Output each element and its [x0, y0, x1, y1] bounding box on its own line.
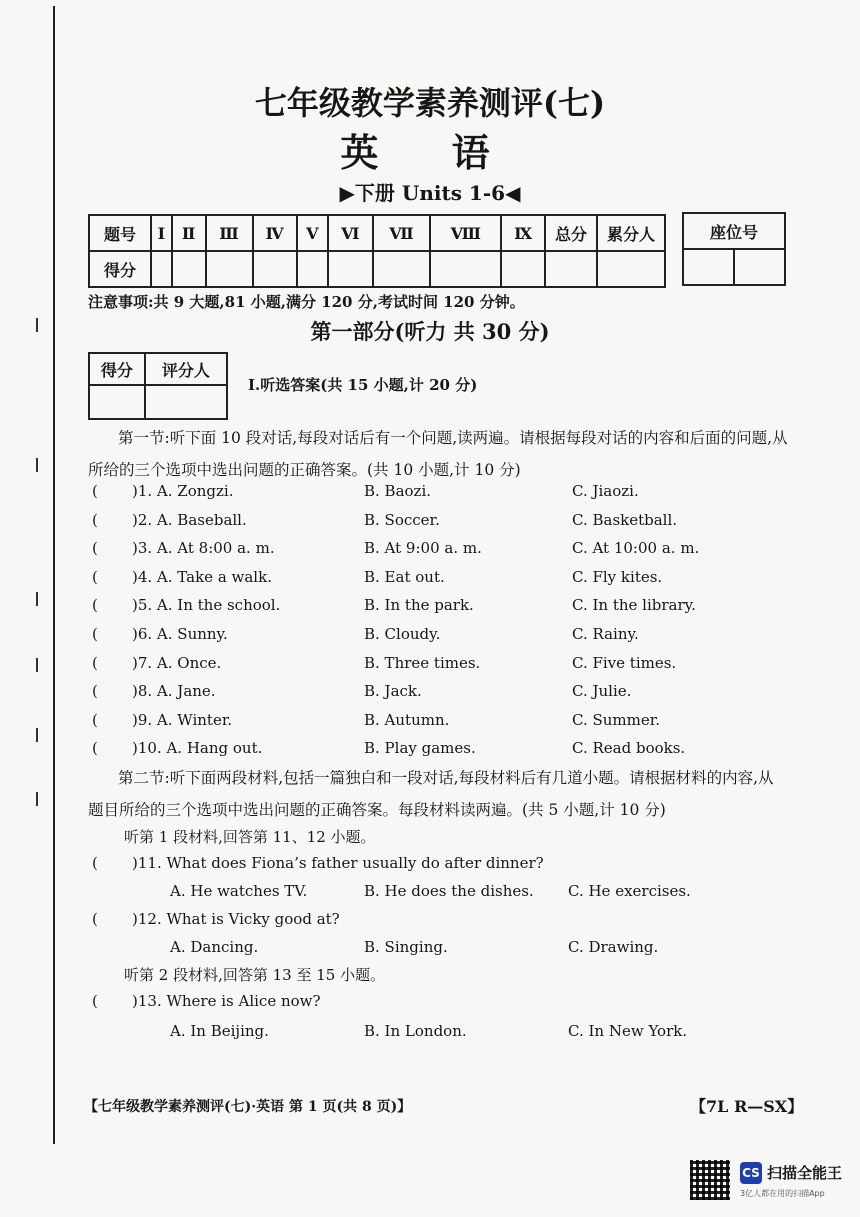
question-row [88, 596, 808, 624]
score-input-cell[interactable] [597, 251, 665, 287]
score-cell: Ⅰ [151, 215, 172, 251]
score-input-cell[interactable] [545, 251, 597, 287]
option-b[interactable]: B. Play games. [364, 739, 476, 758]
option-a[interactable]: A. In Beijing. [170, 1022, 269, 1040]
answer-paren[interactable]: ( [92, 854, 98, 872]
subject-title: 英 语 [340, 130, 520, 175]
question-stem: )13. Where is Alice now? [132, 992, 321, 1010]
grader-name-label: 评分人 [145, 353, 227, 385]
score-input-cell[interactable] [328, 251, 373, 287]
score-cell: Ⅳ [253, 215, 297, 251]
part1-title: 第一部分(听力 共 30 分) [310, 319, 550, 344]
qr-code-icon [690, 1160, 730, 1200]
option-b[interactable]: B. At 9:00 a. m. [364, 539, 482, 558]
answer-paren[interactable]: ( [92, 539, 98, 558]
option-b[interactable]: B. Singing. [364, 938, 448, 956]
option-b[interactable]: B. Eat out. [364, 567, 445, 586]
score-input-cell[interactable] [151, 251, 172, 287]
option-c[interactable]: C. Basketball. [572, 510, 678, 529]
option-c[interactable]: C. In New York. [568, 1022, 688, 1040]
score-input-cell[interactable] [373, 251, 431, 287]
option-c[interactable]: C. Fly kites. [572, 567, 663, 586]
option-c[interactable]: C. Jiaozi. [572, 482, 639, 500]
question-row [88, 711, 808, 739]
score-cell: Ⅲ [206, 215, 253, 251]
option-b[interactable]: B. Soccer. [364, 510, 440, 529]
answer-paren[interactable]: ( [92, 596, 98, 615]
material2-label: 听第 2 段材料,回答第 13 至 15 小题。 [124, 966, 386, 984]
answer-paren[interactable]: ( [92, 567, 98, 586]
option-c[interactable]: C. In the library. [572, 596, 696, 615]
footer-code: 【7L R—SX】 [690, 1097, 804, 1116]
question-row [88, 568, 808, 596]
score-cell: Ⅸ [501, 215, 545, 251]
section1-instructions: 第一节:听下面 10 段对话,每段对话后有一个问题,读两遍。请根据每段对话的内容和后面的问题,从所给的三个选项中选出问题的正确答案。(共 10 小题,计 10 分) [88, 429, 788, 479]
option-b[interactable]: B. In London. [364, 1022, 467, 1040]
option-c[interactable]: C. Rainy. [572, 625, 639, 643]
volume-label: ▶下册 Units 1-6◀ [339, 181, 521, 205]
question-stem: )11. What does Fiona’s father usually do after dinner? [132, 854, 544, 872]
option-c[interactable]: C. At 10:00 a. m. [572, 539, 700, 558]
scanner-tagline: 3亿人都在用的扫描App [740, 1189, 825, 1198]
margin-mark [36, 792, 38, 806]
score-cell: Ⅷ [430, 215, 501, 251]
question-row [88, 682, 808, 710]
score-input-cell[interactable] [172, 251, 206, 287]
option-c[interactable]: C. He exercises. [568, 882, 691, 900]
exam-title: 七年级教学素养测评(七) [254, 84, 606, 122]
answer-paren[interactable]: ( [92, 625, 98, 643]
material1-label: 听第 1 段材料,回答第 11、12 小题。 [124, 828, 376, 846]
question-row [88, 482, 808, 510]
question-row [88, 539, 808, 567]
section1-title: Ⅰ.听选答案(共 15 小题,计 20 分) [248, 376, 478, 394]
answer-paren[interactable]: ( [92, 682, 98, 701]
option-b[interactable]: B. Jack. [364, 682, 422, 701]
grader-name-cell[interactable] [145, 385, 227, 419]
score-row-label: 得分 [89, 251, 151, 287]
section2-instructions: 第二节:听下面两段材料,包括一篇独白和一段对话,每段材料后有几道小题。请根据材料的内容,从题目所给的三个选项中选出问题的正确答案。每段材料读两遍。(共 5 小题,计 10 分) [88, 769, 774, 819]
answer-paren[interactable]: ( [92, 710, 98, 729]
option-a[interactable]: )6. A. Sunny. [132, 625, 228, 643]
answer-paren[interactable]: ( [92, 653, 98, 672]
option-b[interactable]: B. Cloudy. [364, 625, 441, 643]
question-12-options [88, 938, 808, 966]
seat-number-box [682, 212, 786, 286]
answer-paren[interactable]: ( [92, 739, 98, 758]
score-cell: 累分人 [597, 215, 665, 251]
option-a[interactable]: A. Dancing. [170, 938, 259, 956]
option-c[interactable]: C. Drawing. [568, 938, 659, 956]
score-cell-label: 题号 [89, 215, 151, 251]
margin-mark [36, 658, 38, 672]
score-input-cell[interactable] [253, 251, 297, 287]
option-a[interactable]: )5. A. In the school. [132, 596, 281, 615]
answer-paren[interactable]: ( [92, 482, 98, 500]
option-a[interactable]: )9. A. Winter. [132, 710, 233, 729]
camscanner-logo-icon: CS [740, 1162, 762, 1184]
score-input-cell[interactable] [206, 251, 253, 287]
option-c[interactable]: C. Julie. [572, 682, 632, 701]
score-cell: Ⅵ [328, 215, 373, 251]
footer-page-info: 【七年级教学素养测评(七)·英语 第 1 页(共 8 页)】 [84, 1099, 412, 1115]
exam-notice: 注意事项:共 9 大题,81 小题,满分 120 分,考试时间 120 分钟。 [88, 293, 525, 311]
option-a[interactable]: )1. A. Zongzi. [132, 482, 234, 500]
option-b[interactable]: B. He does the dishes. [364, 882, 534, 900]
grader-score-label: 得分 [89, 353, 145, 385]
score-input-cell[interactable] [430, 251, 501, 287]
seat-number-cell[interactable] [734, 249, 785, 285]
question-12 [88, 910, 808, 938]
score-input-cell[interactable] [501, 251, 545, 287]
question-stem: )12. What is Vicky good at? [132, 910, 340, 928]
question-11 [88, 854, 808, 882]
option-b[interactable]: B. Autumn. [364, 710, 450, 729]
score-cell: 总分 [545, 215, 597, 251]
margin-mark [36, 728, 38, 742]
score-table [88, 214, 666, 288]
answer-paren[interactable]: ( [92, 510, 98, 529]
grader-score-cell[interactable] [89, 385, 145, 419]
option-c[interactable]: C. Five times. [572, 653, 677, 672]
option-a[interactable]: )3. A. At 8:00 a. m. [132, 539, 275, 558]
option-a[interactable]: )4. A. Take a walk. [132, 567, 272, 586]
score-cell: Ⅶ [373, 215, 431, 251]
score-cell: Ⅴ [297, 215, 329, 251]
margin-mark [36, 592, 38, 606]
option-a[interactable]: )10. A. Hang out. [132, 739, 263, 758]
question-row [88, 511, 808, 539]
grader-box [88, 352, 228, 420]
option-a[interactable]: )8. A. Jane. [132, 682, 216, 701]
option-b[interactable]: B. Three times. [364, 653, 481, 672]
score-cell: Ⅱ [172, 215, 206, 251]
question-13-options [88, 1022, 808, 1050]
seat-number-cell[interactable] [683, 249, 734, 285]
question-13 [88, 992, 808, 1020]
option-a[interactable]: A. He watches TV. [170, 882, 308, 900]
option-c[interactable]: C. Summer. [572, 710, 661, 729]
option-a[interactable]: )2. A. Baseball. [132, 510, 247, 529]
question-11-options [88, 882, 808, 910]
answer-paren[interactable]: ( [92, 992, 98, 1010]
option-a[interactable]: )7. A. Once. [132, 653, 222, 672]
question-row [88, 654, 808, 682]
score-table-score-row [89, 251, 665, 287]
scanner-app-name: 扫描全能王 [767, 1164, 843, 1182]
score-table-header-row [89, 215, 665, 251]
seat-number-label: 座位号 [683, 213, 785, 249]
margin-mark [36, 458, 38, 472]
option-c[interactable]: C. Read books. [572, 739, 686, 758]
answer-paren[interactable]: ( [92, 910, 98, 928]
score-input-cell[interactable] [297, 251, 329, 287]
option-b[interactable]: B. Baozi. [364, 482, 432, 500]
option-b[interactable]: B. In the park. [364, 596, 474, 615]
question-row [88, 625, 808, 653]
